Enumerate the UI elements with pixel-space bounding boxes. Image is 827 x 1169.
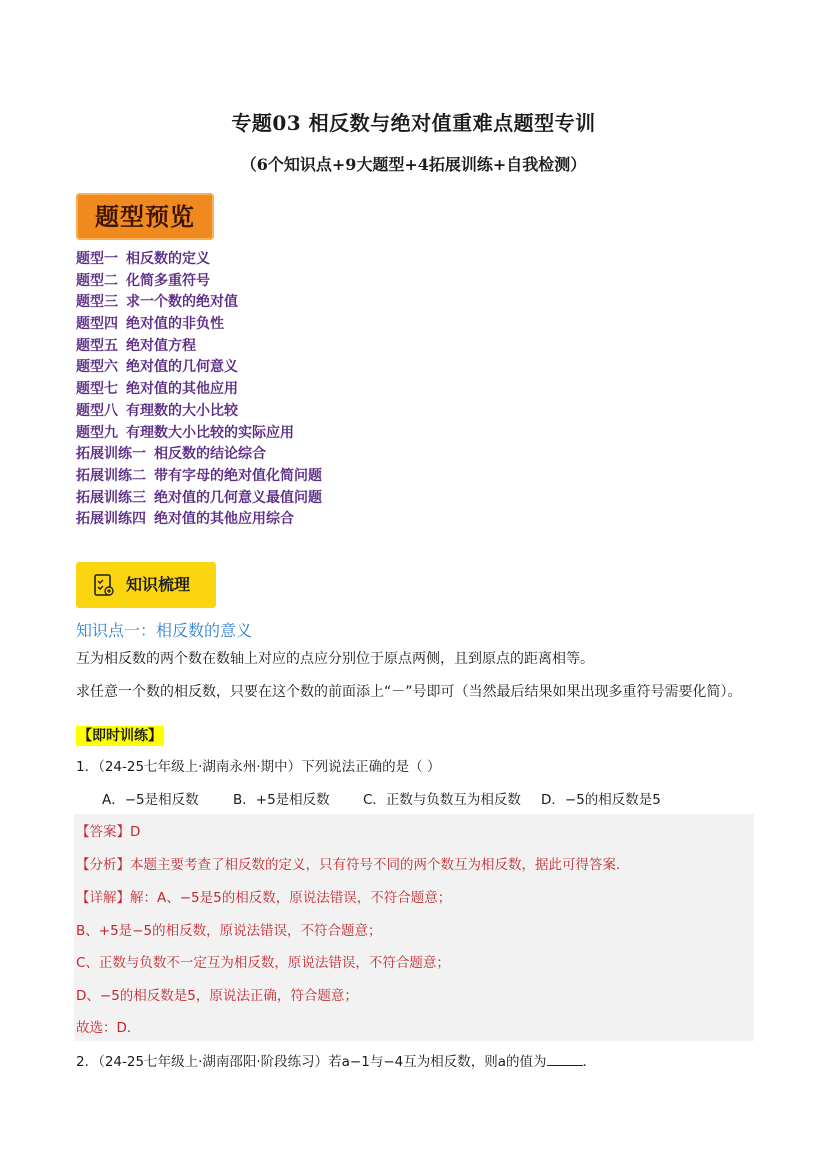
answer-line: 故选：D． [76,1020,141,1036]
question-1-options [102,788,661,808]
topic-item[interactable]: 题型五 绝对值方程 [76,337,196,354]
preview-badge: 题型预览 [76,193,214,240]
option-d[interactable]: D．−5的相反数是5 [541,792,661,808]
option-b[interactable]: B．+5是相反数 [233,792,330,808]
answer-line: 【答案】D [76,824,141,840]
knowledge-badge-label: 知识梳理 [126,575,191,594]
topic-item[interactable]: 题型二 化简多重符号 [76,272,210,289]
topic-item[interactable]: 拓展训练一 相反数的结论综合 [76,446,266,463]
topic-item[interactable]: 题型九 有理数大小比较的实际应用 [76,424,294,441]
option-a[interactable]: A．−5是相反数 [102,792,199,808]
option-c[interactable]: C．正数与负数互为相反数 [363,792,521,808]
question-1: 1．（24-25七年级上·湖南永州·期中）下列说法正确的是（ ） [76,759,441,775]
knowledge-point-title: 知识点一：相反数的意义 [76,621,253,640]
answer-line: B、+5是−5的相反数，原说法错误，不符合题意； [76,923,382,939]
checklist-icon [94,573,114,597]
answer-line: 【分析】本题主要考查了相反数的定义，只有符号不同的两个数互为相反数，据此可得答案． [76,857,630,873]
page-subtitle: （6个知识点+9大题型+4拓展训练+自我检测） [240,155,587,174]
knowledge-badge [76,562,216,608]
topic-item[interactable]: 题型六 绝对值的几何意义 [76,359,238,376]
topic-item[interactable]: 题型七 绝对值的其他应用 [76,381,238,398]
training-label: 【即时训练】 [78,728,162,744]
question-2: 2．（24-25七年级上·湖南邵阳·阶段练习）若a−1与−4互为相反数，则a的值为 ． [76,1050,596,1070]
paragraph: 求任意一个数的相反数，只要在这个数的前面添上“－”号即可（当然最后结果如果出现多重符号需要化简）。 [76,684,742,700]
answer-line: 【详解】解：A、−5是5的相反数，原说法错误，不符合题意； [76,890,452,906]
paragraph: 互为相反数的两个数在数轴上对应的点应分别位于原点两侧，且到原点的距离相等。 [76,651,594,667]
topic-list [76,249,322,531]
topic-item[interactable]: 拓展训练二 带有字母的绝对值化简问题 [76,467,322,484]
page-title: 专题03 相反数与绝对值重难点题型专训 [231,111,596,135]
topic-item[interactable]: 题型一 相反数的定义 [76,251,210,267]
answer-line: D、−5的相反数是5，原说法正确，符合题意； [76,988,358,1004]
topic-item[interactable]: 题型三 求一个数的绝对值 [76,294,238,311]
topic-item[interactable]: 拓展训练三 绝对值的几何意义最值问题 [76,489,322,506]
topic-item[interactable]: 拓展训练四 绝对值的其他应用综合 [76,511,294,528]
topic-item[interactable]: 题型八 有理数的大小比较 [76,402,238,419]
answer-line: C、正数与负数不一定互为相反数，原说法错误，不符合题意； [76,955,450,971]
topic-item[interactable]: 题型四 绝对值的非负性 [76,316,224,333]
answer-blank[interactable] [547,1051,583,1066]
